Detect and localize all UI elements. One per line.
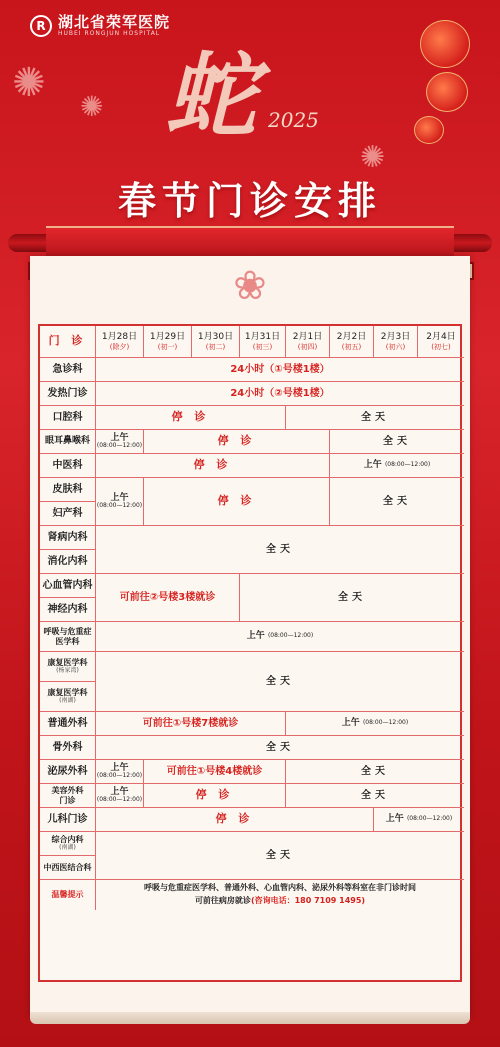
date-header: 2月3日 (初六) bbox=[374, 326, 418, 358]
dept-cardio: 心血管内科 bbox=[40, 574, 96, 598]
schedule-cell: 24小时（②号楼1楼） bbox=[96, 382, 464, 406]
lantern-icon bbox=[426, 72, 468, 112]
dept-respiratory: 呼吸与危重症 医学科 bbox=[40, 622, 96, 652]
tips-label: 温馨提示 bbox=[40, 880, 96, 910]
schedule-cell: 停 诊 bbox=[96, 454, 330, 478]
schedule-cell: 上午 (08:00—12:00) bbox=[96, 478, 144, 526]
schedule-cell: 停 诊 bbox=[96, 406, 286, 430]
corner-header: 门 诊 bbox=[40, 326, 96, 358]
dept-fever: 发热门诊 bbox=[40, 382, 96, 406]
schedule-cell: 全天 bbox=[96, 832, 464, 880]
hospital-logo-icon: R bbox=[30, 15, 52, 37]
dept-neuro: 神经内科 bbox=[40, 598, 96, 622]
date-header: 1月30日 (初二) bbox=[192, 326, 240, 358]
dept-rehab-yangjiawan: 康复医学科 (杨家湾) bbox=[40, 652, 96, 682]
tips-text: 呼吸与危重症医学科、普通外科、心血管内科、泌尿外科等科室在非门诊时间 可前往病房就诊(咨询电话：180 7109 1495) bbox=[144, 883, 416, 905]
schedule-cell: 全天 bbox=[96, 526, 464, 574]
page-title: 春节门诊安排 bbox=[117, 178, 382, 223]
date-header: 1月28日 (除夕) bbox=[96, 326, 144, 358]
dept-gyn: 妇产科 bbox=[40, 502, 96, 526]
firework-decoration: ✺ bbox=[360, 140, 386, 175]
lantern-icon bbox=[420, 20, 470, 68]
schedule-cell: 全天 bbox=[330, 478, 464, 526]
date-header: 2月1日 (初四) bbox=[286, 326, 330, 358]
schedule-cell: 全天 bbox=[286, 760, 464, 784]
hospital-logo bbox=[30, 14, 170, 37]
schedule-cell: 上午 (08:00—12:00) bbox=[96, 760, 144, 784]
schedule-cell: 24小时（①号楼1楼） bbox=[96, 358, 464, 382]
dept-pediatrics: 儿科门诊 bbox=[40, 808, 96, 832]
dept-tcm: 中医科 bbox=[40, 454, 96, 478]
schedule-cell: 上午 (08:00—12:00) bbox=[96, 622, 464, 652]
dept-nephro: 肾病内科 bbox=[40, 526, 96, 550]
dept-derm: 皮肤科 bbox=[40, 478, 96, 502]
dept-general-im: 综合内科 (南湖) bbox=[40, 832, 96, 856]
dept-integrative: 中西医结合科 bbox=[40, 856, 96, 880]
dept-general-surgery: 普通外科 bbox=[40, 712, 96, 736]
firework-decoration: ✺ bbox=[80, 90, 104, 123]
schedule-cell: 上午 (08:00—12:00) bbox=[374, 808, 464, 832]
date-header: 1月29日 (初一) bbox=[144, 326, 192, 358]
dept-urology: 泌尿外科 bbox=[40, 760, 96, 784]
dept-stomatology: 口腔科 bbox=[40, 406, 96, 430]
schedule-cell: 全天 bbox=[240, 574, 464, 622]
dept-gastro: 消化内科 bbox=[40, 550, 96, 574]
schedule-cell: 上午 (08:00—12:00) bbox=[286, 712, 464, 736]
schedule-cell: 全天 bbox=[96, 736, 464, 760]
schedule-cell: 可前往①号楼7楼就诊 bbox=[96, 712, 286, 736]
firework-decoration: ✺ bbox=[12, 60, 46, 106]
schedule-cell: 停 诊 bbox=[144, 478, 330, 526]
schedule-cell: 全天 bbox=[330, 430, 464, 454]
dept-rehab-nanhu: 康复医学科 (南湖) bbox=[40, 682, 96, 712]
schedule-cell: 停 诊 bbox=[96, 808, 374, 832]
zodiac-calligraphy: 蛇 bbox=[165, 42, 258, 150]
scroll-top-band bbox=[46, 226, 454, 260]
consult-phone: (咨询电话：180 7109 1495) bbox=[250, 896, 366, 905]
dept-ortho: 骨外科 bbox=[40, 736, 96, 760]
schedule-cell: 可前往②号楼3楼就诊 bbox=[96, 574, 240, 622]
scroll-paper-bottom bbox=[30, 1012, 470, 1024]
schedule-table bbox=[38, 324, 462, 982]
hospital-name: 湖北省荣军医院 bbox=[58, 13, 171, 31]
date-header: 2月2日 (初五) bbox=[330, 326, 374, 358]
schedule-cell: 上午 (08:00—12:00) bbox=[96, 784, 144, 808]
schedule-cell: 上午 (08:00—12:00) bbox=[96, 430, 144, 454]
year-label: 2025 bbox=[268, 108, 319, 132]
dept-ent: 眼耳鼻喉科 bbox=[40, 430, 96, 454]
dept-cosmetic: 美容外科 门诊 bbox=[40, 784, 96, 808]
hospital-name-en: HUBEI RONGJUN HOSPITAL bbox=[58, 30, 161, 37]
date-header: 1月31日 (初三) bbox=[240, 326, 286, 358]
ornament-icon: ❀ bbox=[233, 263, 267, 309]
schedule-cell: 全天 bbox=[96, 652, 464, 712]
schedule-cell: 全天 bbox=[286, 784, 464, 808]
schedule-cell: 停 诊 bbox=[144, 784, 286, 808]
schedule-cell: 全天 bbox=[286, 406, 464, 430]
dept-emergency: 急诊科 bbox=[40, 358, 96, 382]
lantern-icon bbox=[414, 116, 444, 144]
schedule-cell: 上午 (08:00—12:00) bbox=[330, 454, 464, 478]
schedule-cell: 停 诊 bbox=[144, 430, 330, 454]
date-header: 2月4日 (初七) bbox=[418, 326, 464, 358]
schedule-cell: 可前往①号楼4楼就诊 bbox=[144, 760, 286, 784]
